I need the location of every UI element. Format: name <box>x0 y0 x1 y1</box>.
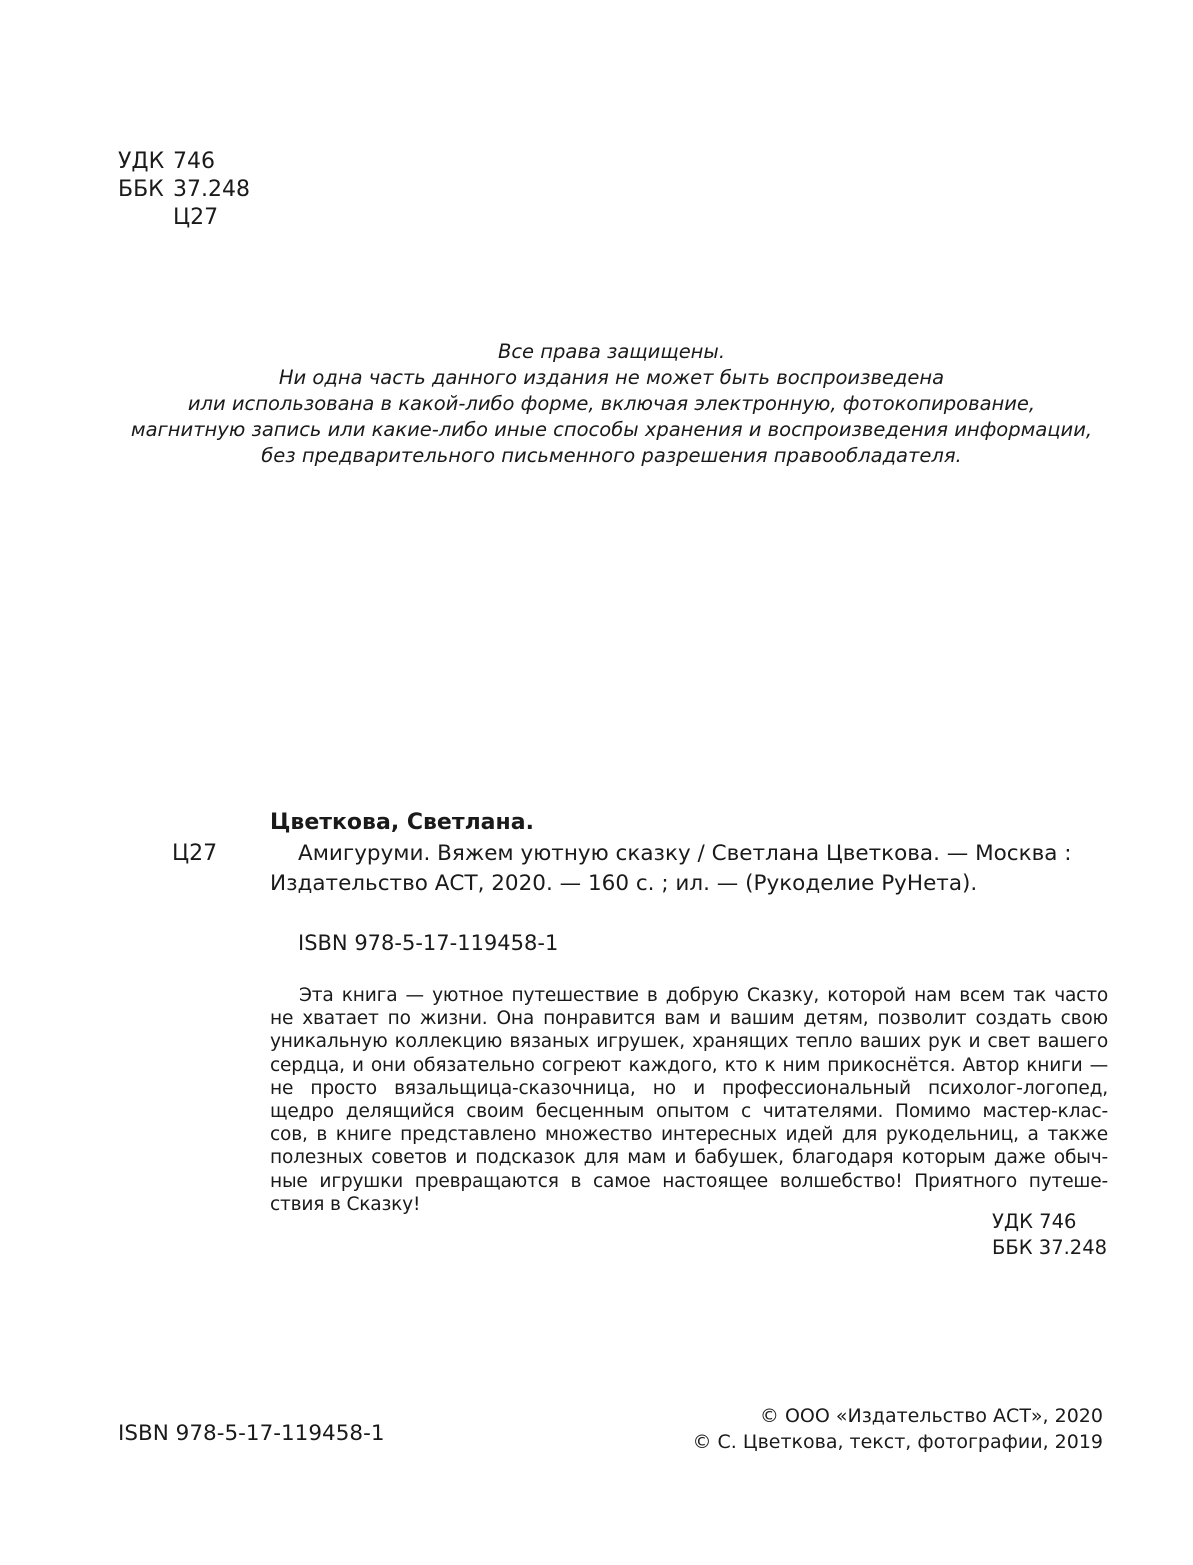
annotation-line: сов, в книге представлено множество интересных идей для рукодельниц, а также <box>270 1124 1108 1146</box>
annotation-line: Эта книга — уютное путешествие в добрую Сказку, которой нам всем так часто <box>299 985 1108 1006</box>
description-line: Амигуруми. Вяжем уютную сказку / Светлана Цветкова. — Москва : <box>298 841 1072 866</box>
annotation-line: ные игрушки превращаются в самое настоящее волшебство! Приятного путеше- <box>270 1170 1108 1192</box>
annotation-line: полезных советов и подсказок для мам и бабушек, благодаря которым даже обыч- <box>270 1147 1108 1169</box>
copyright-block <box>692 1403 1103 1455</box>
record-isbn: ISBN 978-5-17-119458-1 <box>298 931 559 955</box>
bbk-label: ББК <box>118 177 164 202</box>
bbk-row <box>118 176 250 204</box>
record-author-sign: Ц27 <box>172 841 218 866</box>
annotation-line: щедро делящийся своим бесценным опытом с читателями. Помимо мастер-клас- <box>270 1101 1108 1123</box>
annotation-line: уникальную коллекцию вязаных игрушек, хранящих тепло ваших рук и свет вашего <box>270 1031 1108 1053</box>
copyright-line: © ООО «Издательство АСТ», 2020 <box>759 1405 1103 1427</box>
annotation-line: ствия в Сказку! <box>270 1193 421 1215</box>
record-author: Цветкова, Светлана. <box>270 810 534 835</box>
rights-line: или использована в какой-либо форме, включая электронную, фотокопирование, <box>187 392 1036 415</box>
annotation-paragraph <box>270 984 1108 1216</box>
rights-line: магнитную запись или какие-либо иные способы хранения и воспроизведения информации, <box>130 418 1093 441</box>
author-sign-top: Ц27 <box>173 205 219 230</box>
description-line: Издательство АСТ, 2020. — 160 с. ; ил. — (Рукоделие РуНета). <box>270 871 978 896</box>
rights-line: Все права защищены. <box>497 340 726 363</box>
classification-codes-top <box>118 148 250 232</box>
rights-line: Ни одна часть данного издания не может быть воспроизведена <box>278 366 945 389</box>
udk-value: 746 <box>173 149 215 174</box>
annotation-line: не хватает по жизни. Она понравится вам и вашим детям, позволит создать свою <box>270 1008 1108 1030</box>
rights-notice <box>0 339 1193 469</box>
udk-label: УДК <box>118 149 165 174</box>
isbn-bottom: ISBN 978-5-17-119458-1 <box>118 1421 385 1446</box>
author-sign-row <box>118 204 250 232</box>
udk-code: УДК 746 <box>992 1210 1077 1233</box>
rights-line: без предварительного письменного разрешения правообладателя. <box>261 444 962 467</box>
bbk-value: 37.248 <box>173 177 250 202</box>
classification-codes-bottom <box>992 1209 1107 1261</box>
annotation-line: не просто вязальщица-сказочница, но и профессиональный психолог-логопед, <box>270 1077 1108 1099</box>
annotation-line: сердца, и они обязательно согреют каждого, кто к ним прикоснётся. Автор книги — <box>270 1054 1108 1076</box>
copyright-line: © С. Цветкова, текст, фотографии, 2019 <box>692 1431 1103 1453</box>
udk-row <box>118 148 250 176</box>
bbk-code: ББК 37.248 <box>992 1236 1108 1259</box>
record-description <box>270 839 1112 899</box>
